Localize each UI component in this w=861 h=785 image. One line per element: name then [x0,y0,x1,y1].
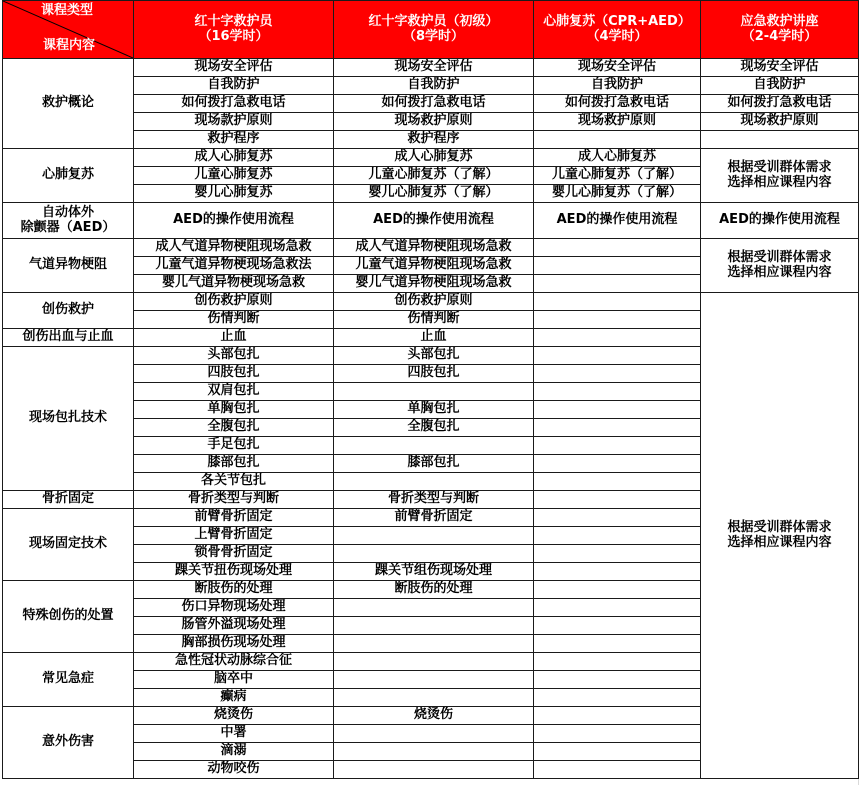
table-cell [534,725,701,743]
table-cell: 现场救护原则 [534,113,701,131]
table-cell: 骨折类型与判断 [334,491,534,509]
table-cell: 儿童心肺复苏 [134,167,334,185]
table-cell [534,131,701,149]
table-cell: AED的操作使用流程 [701,203,859,239]
table-cell: 现场安全评估 [701,59,859,77]
table-cell: 伤情判断 [134,311,334,329]
table-cell: 儿童心肺复苏（了解） [334,167,534,185]
section-label-overview: 救护概论 [3,59,134,149]
table-cell [534,293,701,311]
table-cell: 儿童气道异物梗现场急救法 [134,257,334,275]
table-cell [334,653,534,671]
table-cell: 止血 [134,329,334,347]
table-cell: 创伤救护原则 [134,293,334,311]
table-cell [534,671,701,689]
table-cell: 全腹包扎 [134,419,334,437]
table-cell: 急性冠状动脉综合征 [134,653,334,671]
table-cell [534,743,701,761]
table-cell [534,401,701,419]
table-cell: 膝部包扎 [334,455,534,473]
table-cell: 动物咬伤 [134,761,334,779]
table-cell: 手足包扎 [134,437,334,455]
section-label-fixation: 现场固定技术 [3,509,134,581]
table-cell: 成人心肺复苏 [334,149,534,167]
table-cell: 滴溺 [134,743,334,761]
table-cell [534,473,701,491]
table-cell [534,383,701,401]
table-cell: 成人心肺复苏 [534,149,701,167]
table-cell: 前臂骨折固定 [134,509,334,527]
table-cell: 膝部包扎 [134,455,334,473]
table-cell [534,239,701,257]
table-cell [534,617,701,635]
table-cell: 自我防护 [134,77,334,95]
table-cell: 创伤救护原则 [334,293,534,311]
table-cell [334,437,534,455]
table-cell [534,311,701,329]
table-cell [334,599,534,617]
table-cell: 脑卒中 [134,671,334,689]
table-cell [534,347,701,365]
section-label-trauma: 创伤救护 [3,293,134,329]
table-cell: 救护程序 [334,131,534,149]
table-cell: 骨折类型与判断 [134,491,334,509]
table-cell: 癫病 [134,689,334,707]
table-cell [534,455,701,473]
table-cell: 婴儿气道异物梗阻现场急救 [334,275,534,293]
table-row [3,239,859,257]
course-header-1: 红十字救护员 （16学时） [134,1,334,59]
table-cell: 如何拨打急救电话 [334,95,534,113]
lecture-note-cpr: 根据受训群体需求 选择相应课程内容 [701,149,859,203]
table-cell: 中署 [134,725,334,743]
table-cell: 如何拨打急救电话 [134,95,334,113]
table-cell [334,383,534,401]
table-row [3,203,859,239]
course-header-3: 心肺复苏（CPR+AED） （4学时） [534,1,701,59]
table-cell [534,257,701,275]
table-cell: 自我防护 [701,77,859,95]
table-cell: AED的操作使用流程 [534,203,701,239]
table-cell: 现场安全评估 [534,59,701,77]
table-cell [534,491,701,509]
table-cell: 四肢包扎 [134,365,334,383]
table-cell: 双肩包扎 [134,383,334,401]
table-cell [534,545,701,563]
table-cell: AED的操作使用流程 [134,203,334,239]
table-cell [701,131,859,149]
table-cell [534,653,701,671]
table-cell [534,365,701,383]
table-cell: 如何拨打急救电话 [534,95,701,113]
header-corner-cell [3,1,134,59]
table-cell: 儿童心肺复苏（了解） [534,167,701,185]
table-cell: 肠管外溢现场处理 [134,617,334,635]
table-cell: AED的操作使用流程 [334,203,534,239]
table-cell: 头部包扎 [334,347,534,365]
table-cell [334,689,534,707]
table-cell: 止血 [334,329,534,347]
header-row [3,1,859,59]
table-cell [334,473,534,491]
table-cell: 单胸包扎 [134,401,334,419]
table-cell [334,743,534,761]
course-table [2,0,859,779]
table-cell: 自我防护 [334,77,534,95]
table-cell [534,707,701,725]
section-label-airway: 气道异物梗阻 [3,239,134,293]
table-cell: 成人气道异物梗阻现场急救 [334,239,534,257]
table-cell [534,599,701,617]
table-cell: 救护程序 [134,131,334,149]
section-label-bleeding: 创伤出血与止血 [3,329,134,347]
table-cell: 各关节包扎 [134,473,334,491]
section-label-aed: 自动体外 除颤器（AED） [3,203,134,239]
table-cell [334,761,534,779]
section-label-cpr: 心肺复苏 [3,149,134,203]
table-cell: 四肢包扎 [334,365,534,383]
table-cell [534,581,701,599]
table-cell: 前臂骨折固定 [334,509,534,527]
table-cell: 烧烫伤 [334,707,534,725]
table-cell: 踝关节组伤现场处理 [334,563,534,581]
table-cell [334,671,534,689]
table-cell [334,617,534,635]
table-cell: 现场救护原则 [334,113,534,131]
section-label-bandage: 现场包扎技术 [3,347,134,491]
table-cell: 伤情判断 [334,311,534,329]
table-cell: 儿童气道异物梗阻现场急救 [334,257,534,275]
table-cell [334,635,534,653]
table-cell: 烧烫伤 [134,707,334,725]
table-cell: 婴儿心肺复苏（了解） [534,185,701,203]
table-cell [534,275,701,293]
section-label-emergency: 常见急症 [3,653,134,707]
table-cell [534,527,701,545]
table-cell: 现场款护原则 [134,113,334,131]
table-cell [534,761,701,779]
table-cell: 全腹包扎 [334,419,534,437]
section-label-fracture: 骨折固定 [3,491,134,509]
course-header-4: 应急救护讲座 （2-4学时） [701,1,859,59]
course-header-2: 红十字救护员（初级） （8学时） [334,1,534,59]
table-cell: 如何拨打急救电话 [701,95,859,113]
table-cell [534,437,701,455]
table-cell [334,527,534,545]
section-label-special: 特殊创伤的处置 [3,581,134,653]
course-type-label: 课程类型 [41,3,94,18]
table-row [3,149,859,167]
table-cell: 婴儿心肺复苏（了解） [334,185,534,203]
table-cell: 胸部损伤现场处理 [134,635,334,653]
table-cell: 婴儿心肺复苏 [134,185,334,203]
table-cell: 成人心肺复苏 [134,149,334,167]
table-cell: 婴儿气道异物梗现场急救 [134,275,334,293]
table-cell: 现场安全评估 [334,59,534,77]
table-cell: 头部包扎 [134,347,334,365]
table-cell [534,329,701,347]
course-content-label: 课程内容 [43,38,96,54]
table-cell [334,545,534,563]
table-cell [534,689,701,707]
table-cell: 断肢伤的处理 [134,581,334,599]
table-cell: 单胸包扎 [334,401,534,419]
table-row [3,59,859,77]
table-cell: 上臂骨折固定 [134,527,334,545]
table-cell [334,725,534,743]
lecture-note-airway: 根据受训群体需求 选择相应课程内容 [701,239,859,293]
table-cell: 断肢伤的处理 [334,581,534,599]
table-cell [534,563,701,581]
table-cell: 自我防护 [534,77,701,95]
table-cell: 现场安全评估 [134,59,334,77]
table-cell [534,635,701,653]
table-cell: 踝关节扭伤现场处理 [134,563,334,581]
table-cell: 成人气道异物梗阻现场急救 [134,239,334,257]
table-cell [534,419,701,437]
table-cell [534,509,701,527]
table-cell: 锁骨骨折固定 [134,545,334,563]
section-label-accident: 意外伤害 [3,707,134,779]
table-cell: 伤口异物现场处理 [134,599,334,617]
table-row [3,293,859,311]
table-cell: 现场救护原则 [701,113,859,131]
lecture-note-lower: 根据受训群体需求 选择相应课程内容 [701,293,859,779]
